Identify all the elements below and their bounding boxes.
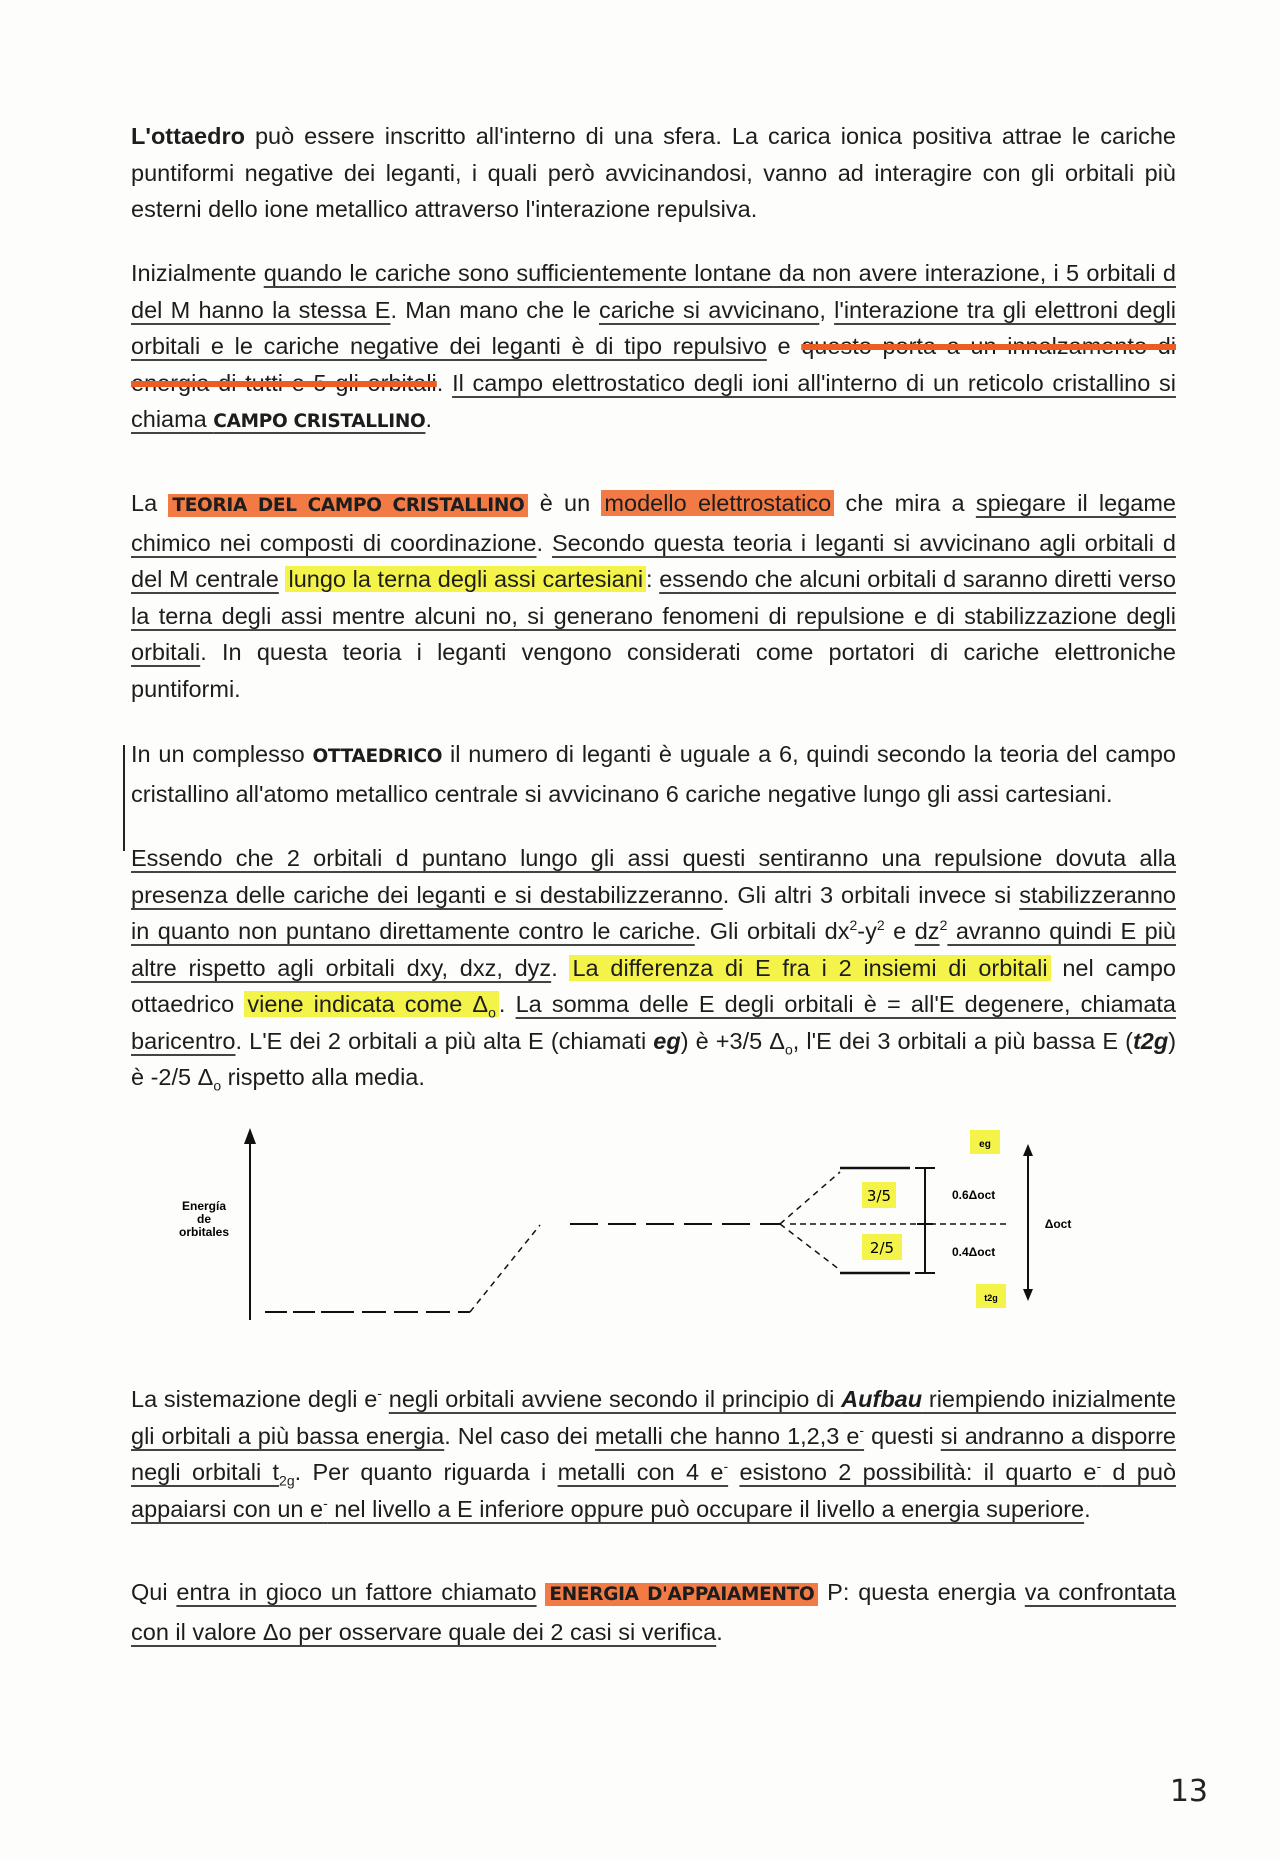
axis-arrow <box>244 1128 256 1144</box>
pairing-energy-term: ENERGIA D'APPAIAMENTO <box>545 1583 818 1606</box>
paragraph-text: può essere inscritto all'interno di una sfera. La carica ionica positiva attrae le cariche puntiformi negative dei leganti, i quali però avvicinandosi, vanno ad interagire con gli orbitali più esterni dello ione metallico attraverso l'interazione repulsiva. <box>131 123 1176 222</box>
frac-up: 3/5 <box>866 1187 892 1205</box>
crystal-field-term: CAMPO CRISTALLINO <box>213 411 426 432</box>
text-run: Qui <box>131 1579 177 1605</box>
underlined-text: spiegare il legame chimico nei composti di coordinazione <box>131 490 1176 556</box>
paragraph-aufbau <box>131 1381 1176 1527</box>
text-run: , l'E dei 3 orbitali a più bassa E ( <box>792 1027 1133 1054</box>
subscript: o <box>785 1041 793 1058</box>
text-run <box>382 1386 389 1412</box>
highlighted-text: modello elettrostatico <box>601 490 834 516</box>
frac-down: 2/5 <box>869 1239 895 1257</box>
text-run: In un complesso <box>131 741 313 767</box>
delta-arrow-tail <box>1023 1289 1033 1301</box>
paragraph-pairing-energy <box>131 1574 1176 1650</box>
axis-label-line2: de <box>196 1212 212 1226</box>
transition-line <box>470 1225 540 1312</box>
subscript: o <box>488 1004 496 1021</box>
text-run: . <box>498 991 516 1017</box>
text-run: -y <box>857 918 877 944</box>
delta-label: Δoct <box>1044 1217 1072 1231</box>
highlighted-text <box>244 991 499 1021</box>
split-down-line <box>780 1224 840 1270</box>
underlined-text: La somma delle E degli orbitali è = all'E degenere, chiamata baricentro <box>131 991 1176 1054</box>
upper-split-label: 0.6Δoct <box>952 1188 996 1202</box>
text-run: La sistemazione degli e <box>131 1386 378 1412</box>
octahedron-term: L'ottaedro <box>131 123 245 149</box>
underlined-text: va confrontata con il valore Δo per osservare quale dei 2 casi si verifica <box>131 1579 1176 1645</box>
underlined-text <box>558 1459 729 1485</box>
text-run: è un <box>528 490 602 516</box>
superscript: - <box>1096 1458 1102 1475</box>
text-run: questi <box>864 1422 941 1449</box>
paragraph-crystal-field-theory <box>131 485 1176 707</box>
highlighted-text: La differenza di E fra i 2 insiemi di orbitali <box>569 955 1050 981</box>
underlined-text: Essendo che 2 orbitali d puntano lungo gli assi questi sentiranno una repulsione dovuta alla presenza delle cariche dei leganti e si destabilizzeranno <box>131 845 1176 908</box>
subscript: 2g <box>279 1472 295 1489</box>
text-run: . Gli orbitali dx <box>694 918 850 944</box>
eg-label: eg <box>979 1139 991 1150</box>
lower-split-label: 0.4Δoct <box>952 1245 996 1259</box>
subscript: o <box>213 1077 222 1094</box>
paragraph-initial-state <box>131 255 1176 441</box>
text-run: . Man mano che le <box>390 296 600 323</box>
text-run: La <box>131 490 169 516</box>
aufbau-term: Aufbau <box>841 1386 923 1412</box>
superscript: - <box>323 1494 328 1511</box>
paragraph-octahedron-intro <box>131 118 1176 228</box>
axis-label-line1: Energía <box>181 1199 227 1213</box>
underlined-text: essendo che alcuni orbitali d saranno diretti verso la terna degli assi mentre alcuni no, si generano fenomeni di repulsione e di stabilizzazione degli orbitali <box>131 566 1176 665</box>
t2g-term: t2g <box>1132 1027 1169 1054</box>
underlined-text: dz <box>914 918 940 944</box>
underlined-text: Secondo questa teoria i leganti si avvicinano agli orbitali d del M centrale <box>131 529 1176 592</box>
text-run <box>728 1459 739 1485</box>
text-run: ) è +3/5 Δ <box>680 1027 785 1054</box>
text-run: che mira a <box>834 490 976 516</box>
t2g-label: t2g <box>984 1293 998 1303</box>
text-run: riempiendo inizialmente gli orbitali a più bassa energia <box>131 1386 1177 1449</box>
split-up-line <box>780 1172 840 1224</box>
text-run: esistono 2 possibilità: il quarto e <box>739 1459 1097 1485</box>
underlined-text: entra in gioco un fattore chiamato <box>176 1579 537 1605</box>
superscript: 2 <box>849 917 858 934</box>
text-run: e <box>884 918 915 944</box>
superscript: 2 <box>939 917 948 934</box>
highlighted-text: questo porta a un innalzamento di energia di tutti e 5 gli orbitali <box>131 333 1176 396</box>
underlined-text: cariche si avvicinano <box>599 296 820 323</box>
text-run: nel livello a E inferiore oppure può occupare il livello a energia superiore <box>327 1495 1085 1522</box>
crystal-field-theory-term: TEORIA DEL CAMPO CRISTALLINO <box>168 494 528 517</box>
underlined-text <box>595 1423 864 1449</box>
text-run: . <box>536 529 552 556</box>
text-run: negli orbitali avviene secondo il principio di <box>388 1386 842 1412</box>
text-run: . Gli altri 3 orbitali invece si <box>722 881 1020 908</box>
text-run: d può appaiarsi con un e <box>131 1459 1177 1522</box>
paragraph-octahedral-complex <box>131 736 1176 812</box>
text-run: il numero di leganti è uguale a 6, quindi secondo la teoria del campo cristallino all'atomo metallico centrale si avvicinano 6 cariche negative lungo gli assi cartesiani. <box>131 741 1176 807</box>
underlined-text: avranno quindi E più altre rispetto agli orbitali dxy, dxz, dyz <box>131 918 1176 981</box>
text-run: metalli con 4 e <box>557 1459 724 1485</box>
underlined-text: l'interazione tra gli elettroni degli orbitali e le cariche negative dei leganti è di tipo repulsivo <box>131 296 1177 359</box>
text-run: P: questa energia <box>818 1579 1025 1605</box>
text-run: . <box>716 1618 723 1645</box>
text-run: Inizialmente <box>131 260 264 286</box>
text-run: . Per quanto riguarda i <box>294 1459 558 1485</box>
underlined-text: stabilizzeranno in quanto non puntano direttamente contro le cariche <box>131 881 1176 944</box>
text-run: metalli che hanno 1,2,3 e <box>594 1422 860 1449</box>
text-run: ) è -2/5 Δ <box>131 1027 1177 1090</box>
margin-bar <box>123 745 125 851</box>
octahedral-term: OTTAEDRICO <box>312 746 443 767</box>
text-run: e <box>766 333 802 359</box>
paragraph-orbital-splitting <box>131 840 1176 1096</box>
text-run: rispetto alla media. <box>221 1064 425 1090</box>
page-number: 13 <box>1169 1774 1208 1809</box>
orbital-energy-diagram <box>140 1120 1090 1330</box>
text-run: viene indicata come Δ <box>247 991 489 1017</box>
text-run: , <box>819 296 835 323</box>
text-run: . L'E dei 2 orbitali a più alta E (chiamati <box>235 1027 654 1054</box>
text-run: . <box>551 954 570 981</box>
text-run: . In questa teoria i leganti vengono considerati come portatori di cariche elettroniche puntiformi. <box>131 639 1176 702</box>
underlined-text: quando le cariche sono sufficientemente lontane da non avere interazione, i 5 orbitali d del M hanno la stessa E <box>131 260 1176 323</box>
text-run: si andranno a disporre negli orbitali t <box>131 1422 1176 1485</box>
superscript: - <box>723 1458 729 1475</box>
delta-arrow-head <box>1023 1144 1033 1156</box>
superscript: - <box>377 1385 382 1402</box>
highlighted-text: lungo la terna degli assi cartesiani <box>285 566 646 592</box>
text-run: nel campo ottaedrico <box>131 954 1176 1017</box>
text-run: . <box>425 406 432 432</box>
underlined-text: Il campo elettrostatico degli ioni all'interno di un reticolo cristallino si chiama <box>131 369 1177 432</box>
eg-term: eg <box>653 1027 681 1054</box>
superscript: - <box>859 1421 865 1438</box>
text-run: . Nel caso dei <box>444 1422 595 1449</box>
text-run: : <box>646 566 660 592</box>
axis-label-line3: orbitales <box>178 1225 230 1239</box>
text-run: . <box>1084 1495 1091 1522</box>
superscript: 2 <box>876 917 885 934</box>
text-run: . <box>436 369 453 396</box>
